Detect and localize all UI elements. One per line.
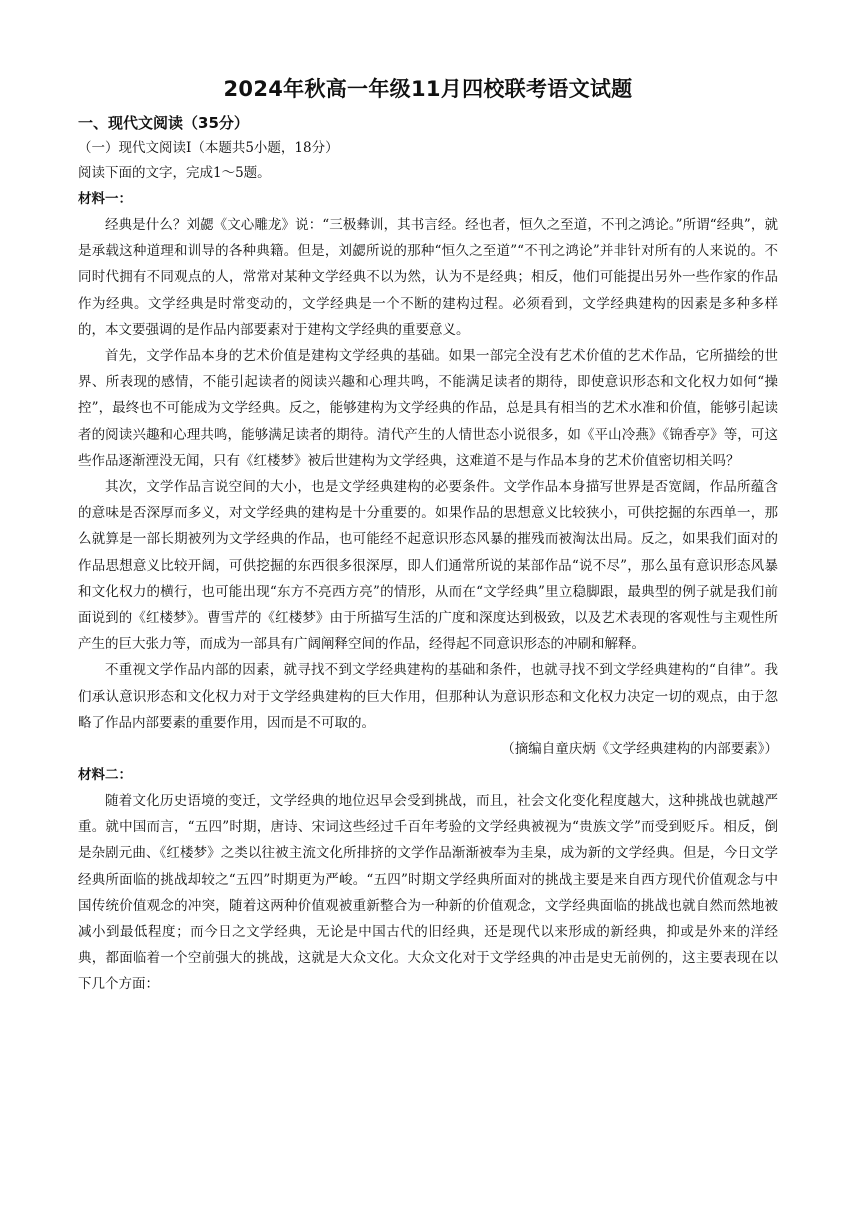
material-1-paragraph-4: 不重视文学作品内部的因素，就寻找不到文学经典建构的基础和条件，也就寻找不到文学经典建构的“自律”。我们承认意识形态和文化权力对于文学经典建构的巨大作用，但那种认为意识形态和文化权力决定一切的观点，由于忽略了作品内部要素的重要作用，因而是不可取的。	[78, 662, 778, 731]
exam-title: 2024年秋高一年级11月四校联考语文试题	[223, 77, 633, 101]
material-1-label: 材料一：	[78, 191, 132, 207]
reading-instruction: 阅读下面的文字，完成1～5题。	[78, 165, 271, 181]
material-1-paragraph-1: 经典是什么？刘勰《文心雕龙》说：“三极彝训，其书言经。经也者，恒久之至道，不刊之鸿论。”所谓“经典”，就是承载这种道理和训导的各种典籍。但是，刘勰所说的那种“恒久之至道”“不刊之鸿论”并非针对所有的人来说的。不同时代拥有不同观点的人，常常对某种文学经典不以为然，认为不是经典；相反，他们可能提出另外一些作家的作品作为经典。文学经典是时常变动的，文学经典是一个不断的建构过程。必须看到，文学经典建构的因素是多种多样的，本文要强调的是作品内部要素对于建构文学经典的重要意义。	[78, 217, 778, 338]
material-2-label: 材料二：	[78, 767, 132, 784]
section-heading: 一、现代文阅读（35分）	[78, 114, 249, 132]
sub-section-heading: （一）现代文阅读Ⅰ（本题共5小题，18分）	[78, 140, 339, 156]
material-1-paragraph-3: 其次，文学作品言说空间的大小，也是文学经典建构的必要条件。文学作品本身描写世界是否宽阔，作品所蕴含的意味是否深厚而多义，对文学经典的建构是十分重要的。如果作品的思想意义比较狭小，可供挖掘的东西单一，那么就算是一部长期被列为文学经典的作品，也可能经不起意识形态风暴的摧残而被淘汰出局。反之，如果我们面对的作品思想意义比较开阔，可供挖掘的东西很多很深厚，即人们通常所说的某部作品“说不尽”，那么虽有意识形态风暴和文化权力的横行，也可能出现“东方不亮西方亮”的情形，从而在“文学经典”里立稳脚跟，最典型的例子就是我们前面说到的《红楼梦》。曹雪芹的《红楼梦》由于所描写生活的广度和深度达到极致，以及艺术表现的客观性与主观性所产生的巨大张力等，而成为一部具有广阔阐释空间的作品，经得起不同意识形态的冲刷和解释。	[78, 479, 778, 653]
material-1-source: （摘编自童庆炳《文学经典建构的内部要素》）	[501, 741, 778, 758]
material-2-paragraph-1: 随着文化历史语境的变迁，文学经典的地位迟早会受到挑战，而且，社会文化变化程度越大，这种挑战也就越严重。就中国而言，“五四”时期，唐诗、宋词这些经过千百年考验的文学经典被视为“贵族文学”而受到贬斥。相反，倒是杂剧元曲、《红楼梦》之类以往被主流文化所排挤的文学作品渐渐被奉为圭臬，成为新的文学经典。但是，今日文学经典所面临的挑战却较之“五四”时期更为严峻。“五四”时期文学经典所面对的挑战主要是来自西方现代价值观念与中国传统价值观念的冲突，随着这两种价值观被重新整合为一种新的价值观念，文学经典面临的挑战也就自然而然地被减小到最低程度；而今日之文学经典，无论是中国古代的旧经典，还是现代以来形成的新经典，抑或是外来的洋经典，都面临着一个空前强大的挑战，这就是大众文化。大众文化对于文学经典的冲击是史无前例的，这主要表现在以下几个方面：	[78, 793, 778, 993]
exam-page	[78, 72, 778, 998]
material-1-paragraph-2: 首先，文学作品本身的艺术价值是建构文学经典的基础。如果一部完全没有艺术价值的艺术作品，它所描绘的世界、所表现的感情，不能引起读者的阅读兴趣和心理共鸣，不能满足读者的期待，即使意识形态和文化权力如何“操控”，最终也不可能成为文学经典。反之，能够建构为文学经典的作品，总是具有相当的艺术水准和价值，能够引起读者的阅读兴趣和心理共鸣，能够满足读者的期待。清代产生的人情世态小说很多，如《平山冷燕》《锦香亭》等，可这些作品逐渐湮没无闻，只有《红楼梦》被后世建构为文学经典，这难道不是与作品本身的艺术价值密切相关吗？	[78, 348, 778, 469]
